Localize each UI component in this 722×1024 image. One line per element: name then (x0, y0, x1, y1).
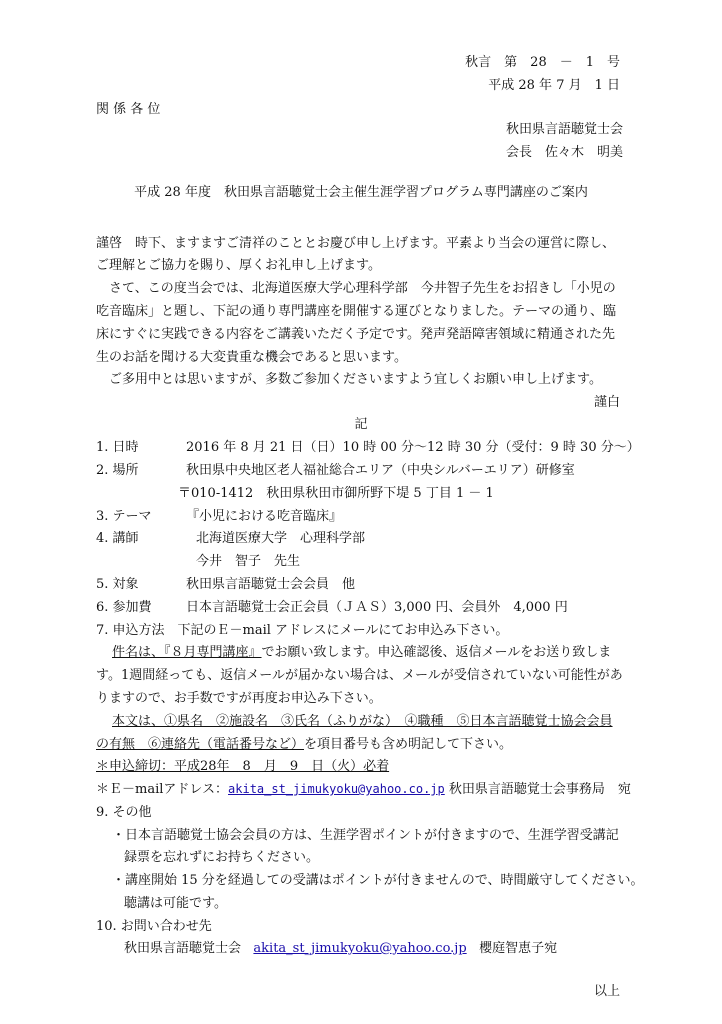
item9-bullet2-line1: ・講座開始 15 分を経過しての受講はポイントが付きませんので、時間厳守してください。 (112, 873, 644, 888)
item4-lecturer-affiliation: 北海道医療大学 心理科学部 (196, 531, 366, 546)
para2-line4: 生のお話を聞ける大変貴重な機会であると思います。 (96, 350, 407, 365)
item5-target: 秋田県言語聴覚士会会員 他 (186, 577, 356, 592)
item9-label: 9. その他 (96, 805, 152, 820)
email-recipient: 秋田県言語聴覚士会事務局 宛 (448, 782, 631, 797)
item6-label: 6. 参加費 (96, 600, 152, 615)
item1-datetime: 2016 年 8 月 21 日（日）10 時 00 分～12 時 30 分（受付：9 時 30 分～） (186, 440, 640, 455)
item9-bullet1-line1: ・日本言語聴覚士協会会員の方は、生涯学習ポイントが付きますので、生涯学習受講記 (112, 828, 619, 843)
item3-theme: 『小児における吃音臨床』 (186, 509, 343, 524)
item7-para1-line2: す。1週間経っても、返信メールが届かない場合は、メールが受信されていない可能性があ (96, 668, 623, 683)
sender-org: 秋田県言語聴覚士会 (506, 122, 624, 137)
para1-line1: 謹啓 時下、ますますご清祥のこととお慶び申し上げます。平素より当会の運営に際し、 (96, 236, 615, 251)
item7-para2-line1: 本文は、①県名 ②施設名 ③氏名（ふりがな） ④職種 ⑤日本言語聴覚士協会会員 (112, 714, 613, 729)
contact-person: 櫻庭智恵子宛 (479, 941, 558, 956)
item5-label: 5. 対象 (96, 577, 139, 592)
item7-para1-line3: りますので、お手数ですが再度お申込み下さい。 (96, 691, 382, 706)
issue-date: 平成 28 年 7 月 1 日 (488, 78, 620, 93)
item9-bullet2-line2: 聴講は可能です。 (124, 896, 227, 911)
para1-line2: ご理解とご協力を賜り、厚くお礼申し上げます。 (96, 258, 381, 273)
item2-label: 2. 場所 (96, 463, 139, 478)
subject-underlined: 件名は、『８月専門講座』 (112, 645, 262, 660)
para3: ご多用中とは思いますが、多数ご参加くださいますよう宜しくお願い申し上げます。 (109, 372, 602, 387)
item6-fee: 日本言語聴覚士会正会員（ＪＡＳ）3,000 円、会員外 4,000 円 (186, 600, 568, 615)
para2-line1: さて、この度当会では、北海道医療大学心理科学部 今井智子先生をお招きし「小児の (109, 281, 616, 296)
email-line (96, 783, 631, 796)
item2-address: 〒010-1412 秋田県秋田市御所野下堤 5 丁目 1 － 1 (178, 486, 494, 501)
item7-line: 7. 申込方法 下記のＥ－mail アドレスにメールにてお申込み下さい。 (96, 623, 509, 638)
item7-para2-line2 (96, 738, 512, 751)
contact-email-link[interactable]: akita_st_jimukyoku@yahoo.co.jp (253, 941, 467, 956)
para2-line2: 吃音臨床」と題し、下記の通り専門講座を開催する運びとなりました。テーマの通り、臨 (96, 304, 617, 319)
ki-marker: 記 (354, 417, 368, 432)
contact-org: 秋田県言語聴覚士会 (124, 941, 242, 956)
document-number: 秋言 第 28 － 1 号 (465, 55, 620, 70)
para2-line3: 床にすぐに実践できる内容をご講義いただく予定です。発声発語障害領域に精通された先 (96, 327, 615, 342)
contact-line (124, 942, 557, 955)
para2-rest: を項目番号も含め明記して下さい。 (304, 737, 513, 752)
item10-label: 10. お問い合わせ先 (96, 919, 212, 934)
item4-lecturer-name: 今井 智子 先生 (196, 554, 301, 569)
document-title: 平成 28 年度 秋田県言語聴覚士会主催生涯学習プログラム専門講座のご案内 (134, 185, 588, 200)
sender-president: 会長 佐々木 明美 (506, 145, 624, 160)
item1-label: 1. 日時 (96, 440, 139, 455)
subject-rest: でお願い致します。申込確認後、返信メールをお送り致しま (261, 645, 612, 660)
item2-venue: 秋田県中央地区老人福祉総合エリア（中央シルバーエリア）研修室 (186, 463, 575, 478)
end-mark: 以上 (593, 984, 620, 999)
item7-subject-line (112, 646, 611, 659)
closing: 謹白 (593, 395, 620, 410)
para2-underlined: の有無 ⑥連絡先（電話番号など） (96, 737, 305, 752)
email-label: ＊Ｅ－mailアドレス： (96, 782, 229, 797)
item4-label: 4. 講師 (96, 531, 139, 546)
item9-bullet1-line2: 録票を忘れずにお持ちください。 (124, 850, 320, 865)
deadline: ＊申込締切：平成28年 8 月 9 日（火）必着 (96, 759, 390, 774)
item3-label: 3. テーマ (96, 509, 152, 524)
email-link[interactable]: akita_st_jimukyoku@yahoo.co.jp (228, 782, 445, 796)
addressee: 関 係 各 位 (96, 102, 161, 117)
